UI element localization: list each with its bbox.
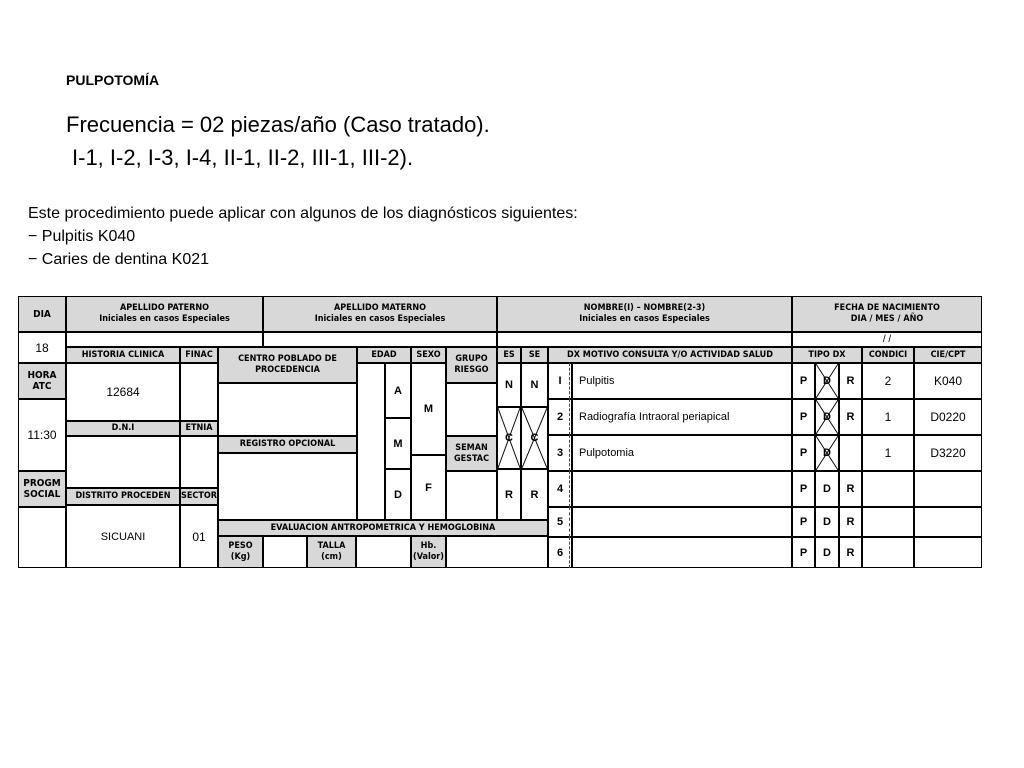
tipo-dx-p[interactable]	[792, 471, 815, 507]
hb-header: Hb. (Valor)	[411, 536, 446, 568]
progm-social-header: PROGM SOCIAL	[18, 471, 66, 507]
sector-value[interactable]: 01	[180, 505, 218, 568]
seman-gestac-header: SEMAN GESTAC	[446, 436, 497, 471]
sexo-header: SEXO	[411, 347, 446, 363]
dx-row-number-text: 4	[556, 483, 564, 495]
teeth-list: I-1, I-2, I-3, I-4, II-1, II-2, III-1, III-2).	[72, 145, 414, 170]
registro-header: REGISTRO OPCIONAL	[218, 436, 357, 453]
frequency-text: Frecuencia = 02 piezas/año (Caso tratado).	[66, 112, 490, 137]
dx-motivo-header: DX MOTIVO CONSULTA Y/O ACTIVIDAD SALUD	[548, 347, 792, 363]
nombre-header	[497, 296, 792, 332]
se-r[interactable]: R	[521, 469, 548, 520]
historia-value[interactable]: 12684	[66, 363, 180, 421]
cie-cpt-value[interactable]	[914, 435, 982, 471]
tipo-dx-d[interactable]	[815, 537, 839, 568]
condicion-value[interactable]	[862, 399, 914, 435]
centro-header: CENTRO POBLADO DE PROCEDENCIA	[218, 347, 357, 383]
grupo-riesgo-header: GRUPO RIESGO	[446, 347, 497, 383]
cie-cpt-header: CIE/CPT	[914, 347, 982, 363]
apellido-materno-header	[263, 296, 497, 332]
talla-value[interactable]	[356, 536, 411, 568]
dx-row-number-text: 6	[556, 546, 564, 559]
se-c-label: C	[530, 432, 539, 444]
apellido-paterno-label: APELLIDO PATERNO	[119, 303, 210, 313]
cie-cpt-value-text: K040	[933, 374, 963, 388]
se-header: SE	[521, 347, 548, 363]
es-n[interactable]: N	[497, 363, 521, 407]
tipo-dx-d-text: D	[823, 546, 831, 559]
edad-a[interactable]: A	[385, 363, 411, 418]
dx-description-text: Radiografía Intraoral periapical	[579, 411, 730, 423]
distrito-header: DISTRITO PROCEDEN	[66, 488, 180, 505]
peso-header: PESO (Kg)	[218, 536, 263, 568]
finac-header: FINAC	[180, 347, 218, 363]
condicion-value[interactable]	[862, 471, 914, 507]
dx-row-number-text: 5	[556, 516, 564, 528]
tipo-dx-p-text: P	[799, 546, 808, 559]
tipo-dx-p-text: P	[799, 411, 808, 423]
tipo-dx-r-text: R	[846, 546, 855, 559]
dx-dashed-divider	[569, 507, 570, 537]
tipo-dx-r[interactable]	[839, 507, 862, 537]
tipo-dx-d-text: D	[823, 375, 831, 387]
nombre-value[interactable]	[497, 332, 792, 347]
hora-header: HORA ATC	[18, 363, 66, 399]
hb-value[interactable]	[446, 536, 548, 568]
tipo-dx-r[interactable]	[839, 471, 862, 507]
intro-block	[28, 202, 578, 271]
cie-cpt-value[interactable]	[914, 537, 982, 568]
dx-dashed-divider	[569, 435, 570, 471]
condicion-value-text: 2	[884, 374, 892, 388]
dx-dashed-divider	[569, 363, 570, 399]
tipo-dx-p[interactable]	[792, 399, 815, 435]
nombre-label: NOMBRE(I) – NOMBRE(2-3)	[583, 303, 706, 313]
tipo-dx-d-text: D	[823, 447, 831, 459]
tipo-dx-p-text: P	[799, 483, 808, 495]
tipo-dx-d-text: D	[823, 411, 831, 423]
cie-cpt-value[interactable]	[914, 507, 982, 537]
dx-description-text: Pulpitis	[579, 375, 615, 387]
cie-cpt-value[interactable]	[914, 471, 982, 507]
tipo-dx-p[interactable]	[792, 507, 815, 537]
tipo-dx-d[interactable]	[815, 507, 839, 537]
tipo-dx-r-text: R	[846, 516, 855, 528]
dx-dashed-divider	[569, 537, 570, 568]
his-form	[18, 296, 982, 568]
dx-dashed-divider	[569, 471, 570, 507]
sector-header: SECTOR	[180, 488, 218, 505]
grupo-riesgo-value[interactable]	[446, 383, 497, 436]
se-n[interactable]: N	[521, 363, 548, 407]
dx-description[interactable]	[572, 435, 792, 471]
condicion-value-text: 1	[884, 446, 892, 460]
condicion-value[interactable]	[862, 537, 914, 568]
apellido-paterno-value[interactable]	[66, 332, 263, 347]
tipo-dx-p[interactable]	[792, 537, 815, 568]
dx-row-number-text: 3	[556, 447, 564, 459]
fecha-nacimiento-header	[792, 296, 982, 332]
evaluacion-header: EVALUACION ANTROPOMETRICA Y HEMOGLOBINA	[218, 520, 548, 536]
tipo-dx-r-text: R	[846, 411, 855, 423]
condicion-value[interactable]	[862, 435, 914, 471]
dx-description[interactable]	[572, 471, 792, 507]
tipo-dx-p-text: P	[799, 516, 808, 528]
fecha-nacimiento-label: FECHA DE NACIMIENTO	[834, 303, 940, 313]
tipo-dx-p-text: P	[799, 375, 808, 387]
cie-cpt-value[interactable]	[914, 399, 982, 435]
tipo-dx-header: TIPO DX	[792, 347, 862, 363]
es-header: ES	[497, 347, 521, 363]
iniciales-note: Iniciales en casos Especiales	[579, 314, 710, 324]
tipo-dx-d-text: D	[823, 516, 831, 528]
page-title: PULPOTOMÍA	[66, 72, 160, 88]
dx-option: − Pulpitis K040	[28, 228, 136, 245]
dx-description[interactable]	[572, 507, 792, 537]
tipo-dx-r[interactable]	[839, 537, 862, 568]
dx-dashed-divider	[569, 399, 570, 435]
apellido-materno-value[interactable]	[263, 332, 497, 347]
tipo-dx-r[interactable]	[839, 435, 862, 471]
condicion-value-text: 1	[884, 410, 892, 424]
fecha-nacimiento-value[interactable]: / /	[792, 332, 982, 347]
dx-option: − Caries de dentina K021	[28, 251, 210, 268]
tipo-dx-d[interactable]	[815, 363, 839, 399]
sexo-m[interactable]: M	[411, 363, 446, 455]
tipo-dx-r[interactable]	[839, 363, 862, 399]
cie-cpt-value-text: D3220	[930, 446, 966, 460]
dia-header: DIA	[18, 296, 66, 332]
tipo-dx-d[interactable]	[815, 399, 839, 435]
fecha-format: DIA / MES / AÑO	[850, 314, 924, 324]
tipo-dx-p[interactable]	[792, 435, 815, 471]
apellido-paterno-header	[66, 296, 263, 332]
registro-value[interactable]	[218, 453, 357, 520]
centro-value[interactable]	[218, 383, 357, 436]
cie-cpt-value[interactable]	[914, 363, 982, 399]
edad-d[interactable]: D	[385, 469, 411, 520]
peso-value[interactable]	[263, 536, 307, 568]
se-c[interactable]	[521, 407, 548, 469]
tipo-dx-p-text: P	[799, 447, 808, 459]
tipo-dx-d-text: D	[823, 483, 831, 495]
talla-header: TALLA (cm)	[307, 536, 356, 568]
edad-header: EDAD	[357, 347, 411, 363]
historia-header: HISTORIA CLINICA	[66, 347, 180, 363]
es-r[interactable]: R	[497, 469, 521, 520]
condicion-value[interactable]	[862, 363, 914, 399]
dx-description[interactable]	[572, 537, 792, 568]
intro-text: Este procedimiento puede aplicar con algunos de los diagnósticos siguientes:	[28, 205, 578, 222]
distrito-value[interactable]: SICUANI	[66, 505, 180, 568]
edad-value-cell[interactable]	[357, 363, 385, 520]
etnia-header: ETNIA	[180, 421, 218, 436]
etnia-value[interactable]	[180, 436, 218, 488]
iniciales-note: Iniciales en casos Especiales	[314, 314, 446, 324]
dni-value[interactable]	[66, 436, 180, 488]
edad-m[interactable]: M	[385, 418, 411, 469]
seman-gestac-value[interactable]	[446, 471, 497, 520]
es-c-label: C	[505, 432, 513, 444]
dx-row-number-text: 2	[556, 411, 564, 423]
condici-header: CONDICI	[862, 347, 914, 363]
cie-cpt-value-text: D0220	[930, 410, 966, 424]
apellido-materno-label: APELLIDO MATERNO	[333, 303, 427, 313]
dx-description[interactable]	[572, 363, 792, 399]
condicion-value[interactable]	[862, 507, 914, 537]
dni-header: D.N.I	[66, 421, 180, 436]
tipo-dx-r-text: R	[846, 483, 855, 495]
tipo-dx-r[interactable]	[839, 399, 862, 435]
dx-description-text: Pulpotomia	[579, 447, 635, 459]
tipo-dx-p[interactable]	[792, 363, 815, 399]
sexo-f[interactable]: F	[411, 455, 446, 520]
finac-value[interactable]	[180, 363, 218, 421]
tipo-dx-r-text: R	[846, 375, 855, 387]
es-c[interactable]	[497, 407, 521, 469]
dx-row-number-text: I	[558, 375, 562, 387]
progm-social-value[interactable]	[18, 507, 66, 568]
iniciales-note: Iniciales en casos Especiales	[99, 314, 230, 324]
dx-description[interactable]	[572, 399, 792, 435]
hora-value[interactable]: 11:30	[18, 399, 66, 471]
tipo-dx-d[interactable]	[815, 435, 839, 471]
dia-value[interactable]: 18	[18, 332, 66, 363]
tipo-dx-d[interactable]	[815, 471, 839, 507]
